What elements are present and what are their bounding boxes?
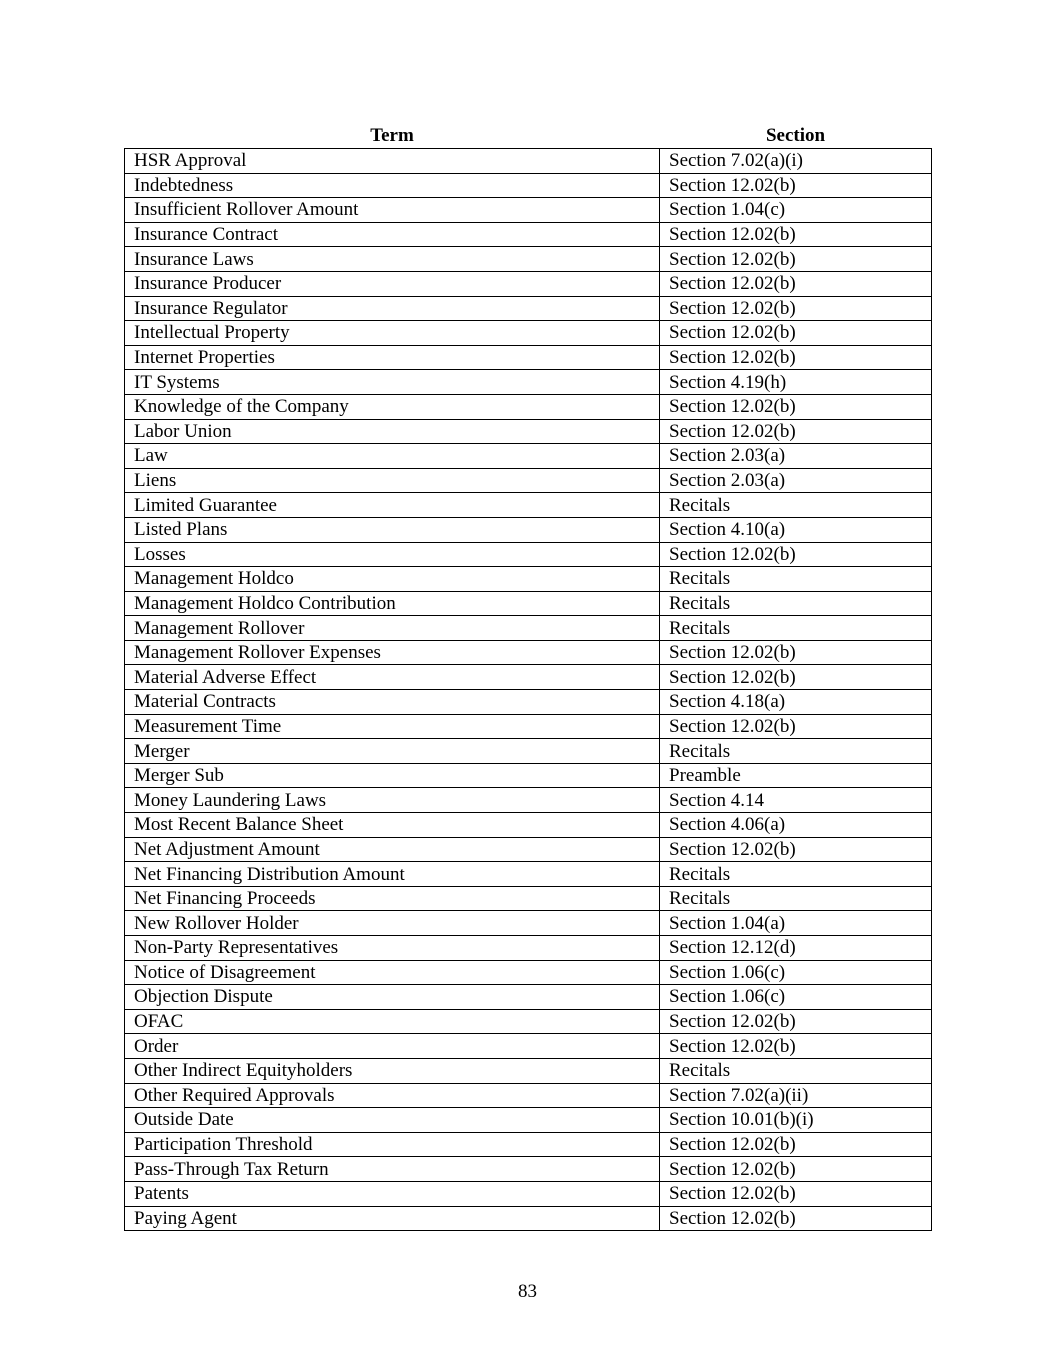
table-body <box>125 149 932 1231</box>
term-cell: Material Adverse Effect <box>125 665 660 690</box>
table-row <box>125 1083 932 1108</box>
term-cell: Merger <box>125 739 660 764</box>
section-cell: Section 12.02(b) <box>660 321 932 346</box>
section-cell: Recitals <box>660 739 932 764</box>
section-cell: Section 12.02(b) <box>660 296 932 321</box>
table-row <box>125 271 932 296</box>
table-row <box>125 739 932 764</box>
table-row <box>125 468 932 493</box>
table-header-row <box>125 124 932 149</box>
section-cell: Recitals <box>660 862 932 887</box>
term-cell: Management Rollover Expenses <box>125 640 660 665</box>
term-cell: Insurance Laws <box>125 247 660 272</box>
table-row <box>125 591 932 616</box>
term-cell: Net Adjustment Amount <box>125 837 660 862</box>
table-row <box>125 763 932 788</box>
section-cell: Section 12.02(b) <box>660 394 932 419</box>
term-cell: Other Indirect Equityholders <box>125 1058 660 1083</box>
table-row <box>125 640 932 665</box>
section-cell: Section 1.06(c) <box>660 960 932 985</box>
table-row <box>125 247 932 272</box>
term-cell: New Rollover Holder <box>125 911 660 936</box>
table-row <box>125 173 932 198</box>
table-row <box>125 419 932 444</box>
table-row <box>125 567 932 592</box>
term-cell: Listed Plans <box>125 517 660 542</box>
section-cell: Section 12.02(b) <box>660 1181 932 1206</box>
table-row <box>125 493 932 518</box>
term-cell: Management Holdco Contribution <box>125 591 660 616</box>
section-cell: Section 12.02(b) <box>660 837 932 862</box>
term-cell: Pass-Through Tax Return <box>125 1157 660 1182</box>
section-cell: Section 12.02(b) <box>660 345 932 370</box>
table-row <box>125 911 932 936</box>
section-cell: Section 4.18(a) <box>660 690 932 715</box>
term-column-header: Term <box>370 125 414 146</box>
term-cell: Liens <box>125 468 660 493</box>
table-row <box>125 813 932 838</box>
term-cell: Management Holdco <box>125 567 660 592</box>
term-cell: Limited Guarantee <box>125 493 660 518</box>
defined-terms-index-table <box>124 124 932 1231</box>
table-row <box>125 222 932 247</box>
section-cell: Section 12.02(b) <box>660 542 932 567</box>
table-row <box>125 1157 932 1182</box>
section-cell: Section 12.02(b) <box>660 222 932 247</box>
term-cell: Losses <box>125 542 660 567</box>
section-cell: Recitals <box>660 886 932 911</box>
term-cell: Merger Sub <box>125 763 660 788</box>
section-cell: Section 2.03(a) <box>660 468 932 493</box>
section-cell: Recitals <box>660 493 932 518</box>
section-cell: Recitals <box>660 616 932 641</box>
term-cell: Insufficient Rollover Amount <box>125 198 660 223</box>
table-row <box>125 370 932 395</box>
term-cell: Money Laundering Laws <box>125 788 660 813</box>
table-row <box>125 960 932 985</box>
table-row <box>125 690 932 715</box>
term-cell: OFAC <box>125 1009 660 1034</box>
term-cell: Labor Union <box>125 419 660 444</box>
table-row <box>125 1108 932 1133</box>
table-row <box>125 616 932 641</box>
term-cell: Paying Agent <box>125 1206 660 1231</box>
table-row <box>125 198 932 223</box>
term-cell: Order <box>125 1034 660 1059</box>
section-column-header: Section <box>765 125 826 146</box>
term-cell: Non-Party Representatives <box>125 936 660 961</box>
section-cell: Section 7.02(a)(i) <box>660 149 932 174</box>
term-cell: Patents <box>125 1181 660 1206</box>
section-cell: Section 12.12(d) <box>660 936 932 961</box>
section-cell: Recitals <box>660 1058 932 1083</box>
term-cell: IT Systems <box>125 370 660 395</box>
term-cell: Outside Date <box>125 1108 660 1133</box>
term-cell: Net Financing Proceeds <box>125 886 660 911</box>
table-row <box>125 837 932 862</box>
term-cell: Participation Threshold <box>125 1132 660 1157</box>
term-cell: Insurance Contract <box>125 222 660 247</box>
section-cell: Section 12.02(b) <box>660 1206 932 1231</box>
term-cell: Objection Dispute <box>125 985 660 1010</box>
table-row <box>125 321 932 346</box>
section-cell: Section 2.03(a) <box>660 444 932 469</box>
term-cell: HSR Approval <box>125 149 660 174</box>
section-cell: Section 4.19(h) <box>660 370 932 395</box>
page-number: 83 <box>518 1281 537 1302</box>
section-cell: Section 12.02(b) <box>660 1034 932 1059</box>
term-cell: Intellectual Property <box>125 321 660 346</box>
section-cell: Section 12.02(b) <box>660 1157 932 1182</box>
section-cell: Recitals <box>660 591 932 616</box>
section-cell: Section 4.14 <box>660 788 932 813</box>
term-cell: Management Rollover <box>125 616 660 641</box>
term-cell: Material Contracts <box>125 690 660 715</box>
table-row <box>125 1206 932 1231</box>
section-cell: Section 1.06(c) <box>660 985 932 1010</box>
section-cell: Section 4.06(a) <box>660 813 932 838</box>
table-row <box>125 149 932 174</box>
section-cell: Section 1.04(c) <box>660 198 932 223</box>
section-cell: Section 12.02(b) <box>660 173 932 198</box>
table-row <box>125 862 932 887</box>
term-cell: Notice of Disagreement <box>125 960 660 985</box>
table-row <box>125 444 932 469</box>
section-cell: Section 12.02(b) <box>660 714 932 739</box>
table-row <box>125 345 932 370</box>
table-row <box>125 1132 932 1157</box>
section-cell: Section 4.10(a) <box>660 517 932 542</box>
term-cell: Net Financing Distribution Amount <box>125 862 660 887</box>
section-cell: Section 12.02(b) <box>660 640 932 665</box>
term-cell: Law <box>125 444 660 469</box>
section-cell: Section 12.02(b) <box>660 1009 932 1034</box>
table-row <box>125 936 932 961</box>
section-cell: Section 10.01(b)(i) <box>660 1108 932 1133</box>
section-cell: Recitals <box>660 567 932 592</box>
section-cell: Section 12.02(b) <box>660 665 932 690</box>
table-row <box>125 1181 932 1206</box>
table-row <box>125 1034 932 1059</box>
section-cell: Section 7.02(a)(ii) <box>660 1083 932 1108</box>
section-cell: Section 12.02(b) <box>660 271 932 296</box>
section-cell: Preamble <box>660 763 932 788</box>
term-cell: Insurance Producer <box>125 271 660 296</box>
table-row <box>125 517 932 542</box>
section-cell: Section 12.02(b) <box>660 419 932 444</box>
section-cell: Section 1.04(a) <box>660 911 932 936</box>
table-row <box>125 788 932 813</box>
table-row <box>125 886 932 911</box>
table-row <box>125 542 932 567</box>
table-row <box>125 714 932 739</box>
table-row <box>125 1058 932 1083</box>
table-row <box>125 1009 932 1034</box>
section-cell: Section 12.02(b) <box>660 247 932 272</box>
term-cell: Most Recent Balance Sheet <box>125 813 660 838</box>
section-cell: Section 12.02(b) <box>660 1132 932 1157</box>
term-cell: Other Required Approvals <box>125 1083 660 1108</box>
term-cell: Measurement Time <box>125 714 660 739</box>
term-cell: Insurance Regulator <box>125 296 660 321</box>
term-cell: Internet Properties <box>125 345 660 370</box>
table-row <box>125 665 932 690</box>
term-cell: Indebtedness <box>125 173 660 198</box>
table-row <box>125 296 932 321</box>
table-row <box>125 985 932 1010</box>
table-row <box>125 394 932 419</box>
term-cell: Knowledge of the Company <box>125 394 660 419</box>
